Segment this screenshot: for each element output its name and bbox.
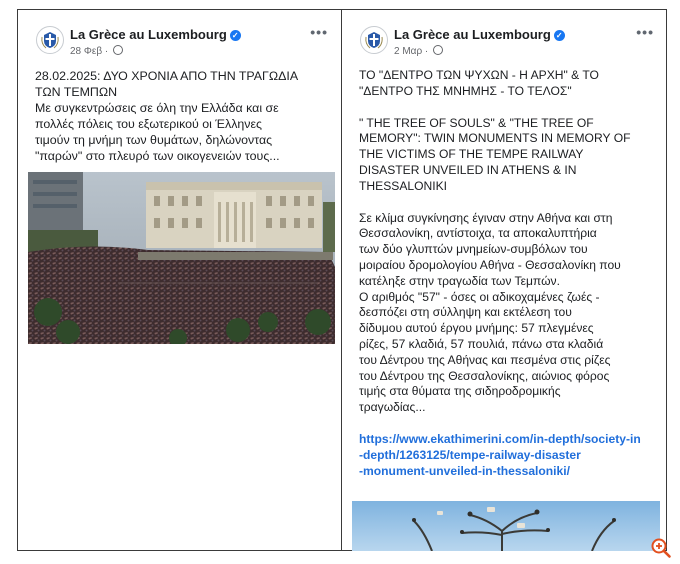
post-text-line: του Δέντρου της Αθήνας και πεσμένα στις ρίζες (359, 352, 611, 367)
english-title-line: MEMORY": TWIN MONUMENTS IN MEMORY OF (359, 131, 631, 146)
greek-title-line: "ΔΕΝΤΡΟ ΤΗΣ ΜΝΗΜΗΣ - ΤΟ ΤΕΛΟΣ" (359, 83, 572, 98)
english-title-line: DISASTER UNVEILED IN ATHENS & IN (359, 162, 577, 177)
post-text-line: Ο αριθμός "57" - όσες οι αδικοχαμένες ζωές - (359, 289, 600, 304)
post-date[interactable]: 28 Φεβ (70, 46, 103, 57)
english-title-line: THESSALONIKI (359, 178, 448, 193)
page-avatar[interactable] (360, 26, 388, 54)
greek-coat-of-arms-icon (361, 27, 387, 53)
english-title-line: " THE TREE OF SOULS" & "THE TREE OF (359, 115, 594, 130)
article-link-line[interactable]: -monument-unveiled-in-thessaloniki/ (359, 463, 570, 478)
english-title-line: THE VICTIMS OF THE TEMPE RAILWAY (359, 147, 584, 162)
link-preview-image[interactable] (352, 501, 660, 551)
post-text-line: πολλές πόλεις του εξωτερικού οι Έλληνες (35, 117, 262, 131)
post-meta[interactable]: 28 Φεβ · (70, 45, 123, 57)
facebook-post-left (28, 10, 336, 163)
post-date[interactable]: 2 Μαρ (394, 46, 423, 57)
article-link-line[interactable]: -depth/1263125/tempe-railway-disaster (359, 447, 581, 462)
panel-divider (341, 9, 342, 551)
verified-badge-icon: ✓ (554, 30, 565, 41)
post-text (359, 68, 661, 479)
page-name[interactable]: La Grèce au Luxembourg ✓ (70, 27, 241, 42)
post-text-line: ΤΩΝ ΤΕΜΠΩΝ (35, 85, 118, 99)
post-text-line: ρίζες, 57 κλαδιά, 57 πουλιά, πάνω στα κλαδιά (359, 336, 604, 351)
post-text-line: Θεσσαλονίκη, αντίστοιχα, τα αποκαλυπτήρια (359, 226, 597, 241)
post-text-line: τιμής στα θύματα της σιδηροδρομικής (359, 384, 561, 399)
globe-icon (113, 45, 123, 55)
page-name[interactable]: La Grèce au Luxembourg ✓ (394, 27, 565, 42)
more-options-icon[interactable]: ••• (310, 24, 328, 40)
post-text-line: τιμούν τη μνήμη των θυμάτων, δηλώνοντας (35, 133, 273, 147)
greek-coat-of-arms-icon (37, 27, 63, 53)
post-text-line: μοιραίου δρομολογίου Αθήνα - Θεσσαλονίκη που (359, 257, 621, 272)
post-text-line: δίδυμου αυτού έργου μνήμης: 57 πλεγμένες (359, 321, 594, 336)
post-photo-syntagma-protest[interactable] (28, 172, 335, 344)
post-meta[interactable]: 2 Μαρ · (394, 45, 443, 57)
facebook-post-right (352, 10, 662, 478)
post-text-line: των δύο γλυπτών μνημείων-συμβόλων του (359, 242, 588, 257)
post-text-line: Σε κλίμα συγκίνησης έγιναν στην Αθήνα και στη (359, 210, 613, 225)
post-text-line: "παρών" στο πλευρό των οικογενειών τους... (35, 149, 280, 163)
post-text-line: τραγωδίας... (359, 400, 426, 415)
post-header (352, 10, 662, 57)
zoom-in-icon[interactable] (650, 537, 672, 559)
post-text (35, 68, 335, 164)
greek-title-line: ΤΟ "ΔΕΝΤΡΟ ΤΩΝ ΨΥΧΩΝ - Η ΑΡΧΗ" & ΤΟ (359, 68, 599, 82)
page-avatar[interactable] (36, 26, 64, 54)
post-header (28, 10, 336, 57)
post-text-line: 28.02.2025: ΔΥΟ ΧΡΟΝΙΑ ΑΠΟ ΤΗΝ ΤΡΑΓΩΔΙΑ (35, 69, 299, 83)
post-text-line: Με συγκεντρώσεις σε όλη την Ελλάδα και σε (35, 101, 279, 115)
post-text-line: του Δέντρου της Θεσσαλονίκης, αιώνιος φόρος (359, 368, 610, 383)
post-text-line: δεσπόζει στη σύλληψη και εκτέλεση του (359, 305, 572, 320)
article-link-line[interactable]: https://www.ekathimerini.com/in-depth/society-in (359, 431, 641, 446)
globe-icon (433, 45, 443, 55)
verified-badge-icon: ✓ (230, 30, 241, 41)
post-text-line: κατέληξε στην τραγωδία των Τεμπών. (359, 273, 560, 288)
more-options-icon[interactable]: ••• (636, 24, 654, 40)
